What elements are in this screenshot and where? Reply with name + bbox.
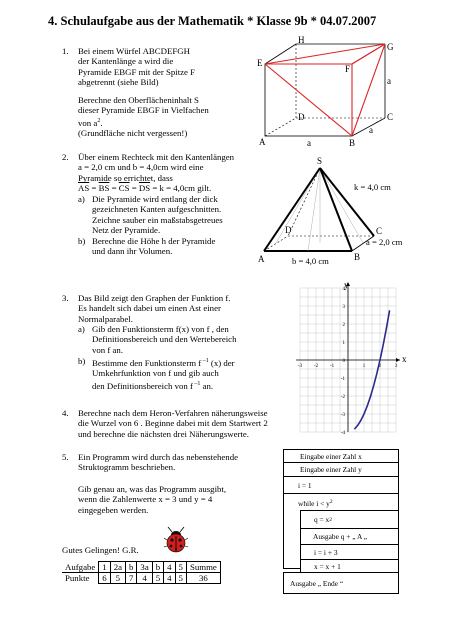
q1-number: 1. [62, 46, 69, 56]
function-graph [292, 280, 412, 435]
q1-task-line: von $a^2$. [78, 117, 103, 128]
q2-part-b: Berechne die Höhe h der Pyramide und dann ihr Volumen. [92, 236, 216, 257]
label-C: C [387, 112, 394, 122]
q2-number: 2. [62, 152, 69, 162]
pyramid-figure [252, 154, 412, 269]
label-C: C [376, 226, 383, 236]
label-D: D [285, 225, 292, 235]
score-cell: 2a [110, 562, 125, 573]
y-axis-label: y [344, 280, 349, 290]
edge-EB [265, 64, 352, 136]
q3-text: Das Bild zeigt den Graphen der Funktion f. Es handelt sich dabei um einen Ast einer Normalparabel. [78, 293, 231, 324]
good-luck: Gutes Gelingen! G.R. [62, 545, 139, 555]
label-F: F [345, 64, 351, 74]
q3-part-a: Gib den Funktionsterm f(x) von f , den Definitionsbereich und den Wertebereich von f an. [92, 324, 237, 355]
y-tick-label: -4 [340, 431, 345, 435]
q2-part-a-label: a) [78, 194, 85, 204]
x-tick-label: 3 [394, 364, 398, 369]
q1-task [78, 95, 209, 139]
label-B: B [354, 252, 361, 262]
label-S: S [317, 156, 323, 166]
score-cell: Summe [186, 562, 220, 573]
score-cell: 7 [126, 573, 137, 584]
label-D: D [298, 112, 305, 122]
edge-CS [320, 168, 374, 236]
score-cell: 5 [152, 573, 163, 584]
graph-axes [296, 282, 400, 432]
q3-part-a-label: a) [78, 324, 85, 334]
q3-number: 3. [62, 293, 69, 303]
score-cell: 1 [99, 562, 110, 573]
y-tick-label: 3 [342, 305, 345, 310]
page-title: 4. Schulaufgabe aus der Mathematik * Klasse 9b * 04.07.2007 [48, 14, 377, 28]
x-tick-label: 2 [378, 364, 382, 369]
x-tick-label: 1 [362, 364, 366, 369]
x-axis-label: x [402, 354, 407, 364]
x-tick-label: -2 [313, 364, 319, 369]
q2-text: Über einem Rechteck mit den Kantenlängen a = 2,0 cm und b = 4,0cm wird eine Pyramide so errichtet, dass $\overline{AS} = \overline{BS} = \overline{CS} = \overline{DS} = k = 4,0cm$ gilt. [78, 152, 235, 194]
label-a-depth: a [369, 125, 373, 135]
x-tick-label: -3 [297, 364, 303, 369]
q1-line: Bei einem Würfel ABCDEFGH [78, 46, 190, 56]
score-cell: 4 [164, 562, 175, 573]
label-a-right: a [387, 76, 391, 86]
score-cell: 36 [186, 573, 220, 584]
score-cell: 5 [175, 562, 186, 573]
q4-number: 4. [62, 408, 69, 418]
struct-output-q: Ausgabe q + „ A „ [300, 528, 399, 545]
edge-EG [265, 44, 385, 64]
y-tick-label: 4 [342, 287, 345, 292]
struct-increment: i = i + 3 [300, 544, 399, 560]
label-G: G [387, 42, 394, 52]
q5-number: 5. [62, 452, 69, 462]
label-a-bottom: a [307, 138, 311, 148]
struct-init: i = 1 [283, 476, 399, 494]
struct-while-loop: while i < y $^2$ [283, 493, 399, 569]
score-cell: 5 [110, 573, 125, 584]
label-A: A [258, 254, 265, 264]
struct-output-end: Ausgabe „ Ende “ [283, 572, 399, 594]
edge-BS [320, 168, 352, 251]
label-H: H [298, 35, 305, 45]
y-tick-label: -3 [340, 413, 345, 418]
q1-task-line: Berechne den Oberflächeninhalt S [78, 95, 199, 105]
y-tick-label: 1 [342, 341, 345, 346]
y-tick-label: 0 [342, 359, 345, 364]
score-cell: 3a [137, 562, 152, 573]
q2-part-b-label: b) [78, 236, 86, 246]
q3-part-b: Bestimme den Funktionsterm f $^{-1}$ (x) der Umkehrfunktion von f und gib auch den Definitionsbereich von f $^{-1}$ an. [92, 357, 235, 391]
label-E: E [257, 58, 263, 68]
edge-AS [264, 168, 320, 251]
score-row-tasks [62, 562, 220, 573]
struct-assign-q: q = x 2 [300, 510, 399, 529]
q1-line: abgetrennt (siehe Bild) [78, 77, 159, 88]
q1-text [78, 46, 195, 88]
ladybug-icon [164, 526, 190, 554]
cube-figure [255, 34, 410, 154]
score-header: Punkte [62, 573, 99, 584]
score-cell: b [152, 562, 163, 573]
q5-text: Ein Programm wird durch das nebenstehende Struktogramm beschrieben. [78, 452, 239, 473]
q4-text: Berechne nach dem Heron-Verfahren näherungsweise die Wurzel von 6 . Beginne dabei mit dem Startwert 2 und berechne die nächsten drei Näherungswerte. [78, 408, 268, 439]
label-a: a = 2,0 cm [366, 237, 403, 247]
y-tick-label: -1 [340, 377, 345, 382]
struct-input-x: Eingabe einer Zahl x [283, 449, 399, 463]
x-axis-arrow [396, 358, 400, 362]
score-table [62, 561, 221, 584]
x-tick-label: -1 [329, 364, 335, 369]
q5-text-2: Gib genau an, was das Programm ausgibt, wenn die Zahlenwerte x = 3 und y = 4 eingegeben werden. [78, 484, 227, 515]
y-tick-label: -2 [340, 395, 345, 400]
struct-input-y: Eingabe einer Zahl y [283, 462, 399, 477]
y-tick-label: 2 [342, 323, 345, 328]
score-cell: 5 [175, 573, 186, 584]
label-k: k = 4,0 cm [354, 182, 391, 192]
score-cell: 4 [137, 573, 152, 584]
label-A: A [259, 137, 266, 147]
q1-task-line: dieser Pyramide EBGF in Vielfachen [78, 105, 209, 116]
q1-line: der Kantenlänge a wird die [78, 56, 174, 67]
q2-equation: $\overline{AS} = \overline{BS} = \overline{CS} = \overline{DS} = k = 4,0cm$ gilt. [78, 183, 212, 194]
score-cell: 4 [164, 573, 175, 584]
q2-part-a: Die Pyramide wird entlang der dick gezeichneten Kanten aufgeschnitten. Zeichne sauber ein maßstabsgetreues Netz der Pyramide. [92, 194, 223, 236]
score-header: Aufgabe [62, 562, 99, 573]
struct-update-x: x = x + 1 [300, 559, 399, 573]
edge-GB [352, 44, 385, 136]
score-cell: 6 [99, 573, 110, 584]
label-b: b = 4,0 cm [292, 256, 329, 266]
q1-line: Pyramide EBGF mit der Spitze F [78, 66, 196, 77]
score-cell: b [126, 562, 137, 573]
q1-task-line: (Grundfläche nicht vergessen!) [78, 128, 188, 139]
q3-part-b-label: b) [78, 356, 86, 366]
score-row-points [62, 573, 220, 584]
label-B: B [349, 138, 356, 148]
